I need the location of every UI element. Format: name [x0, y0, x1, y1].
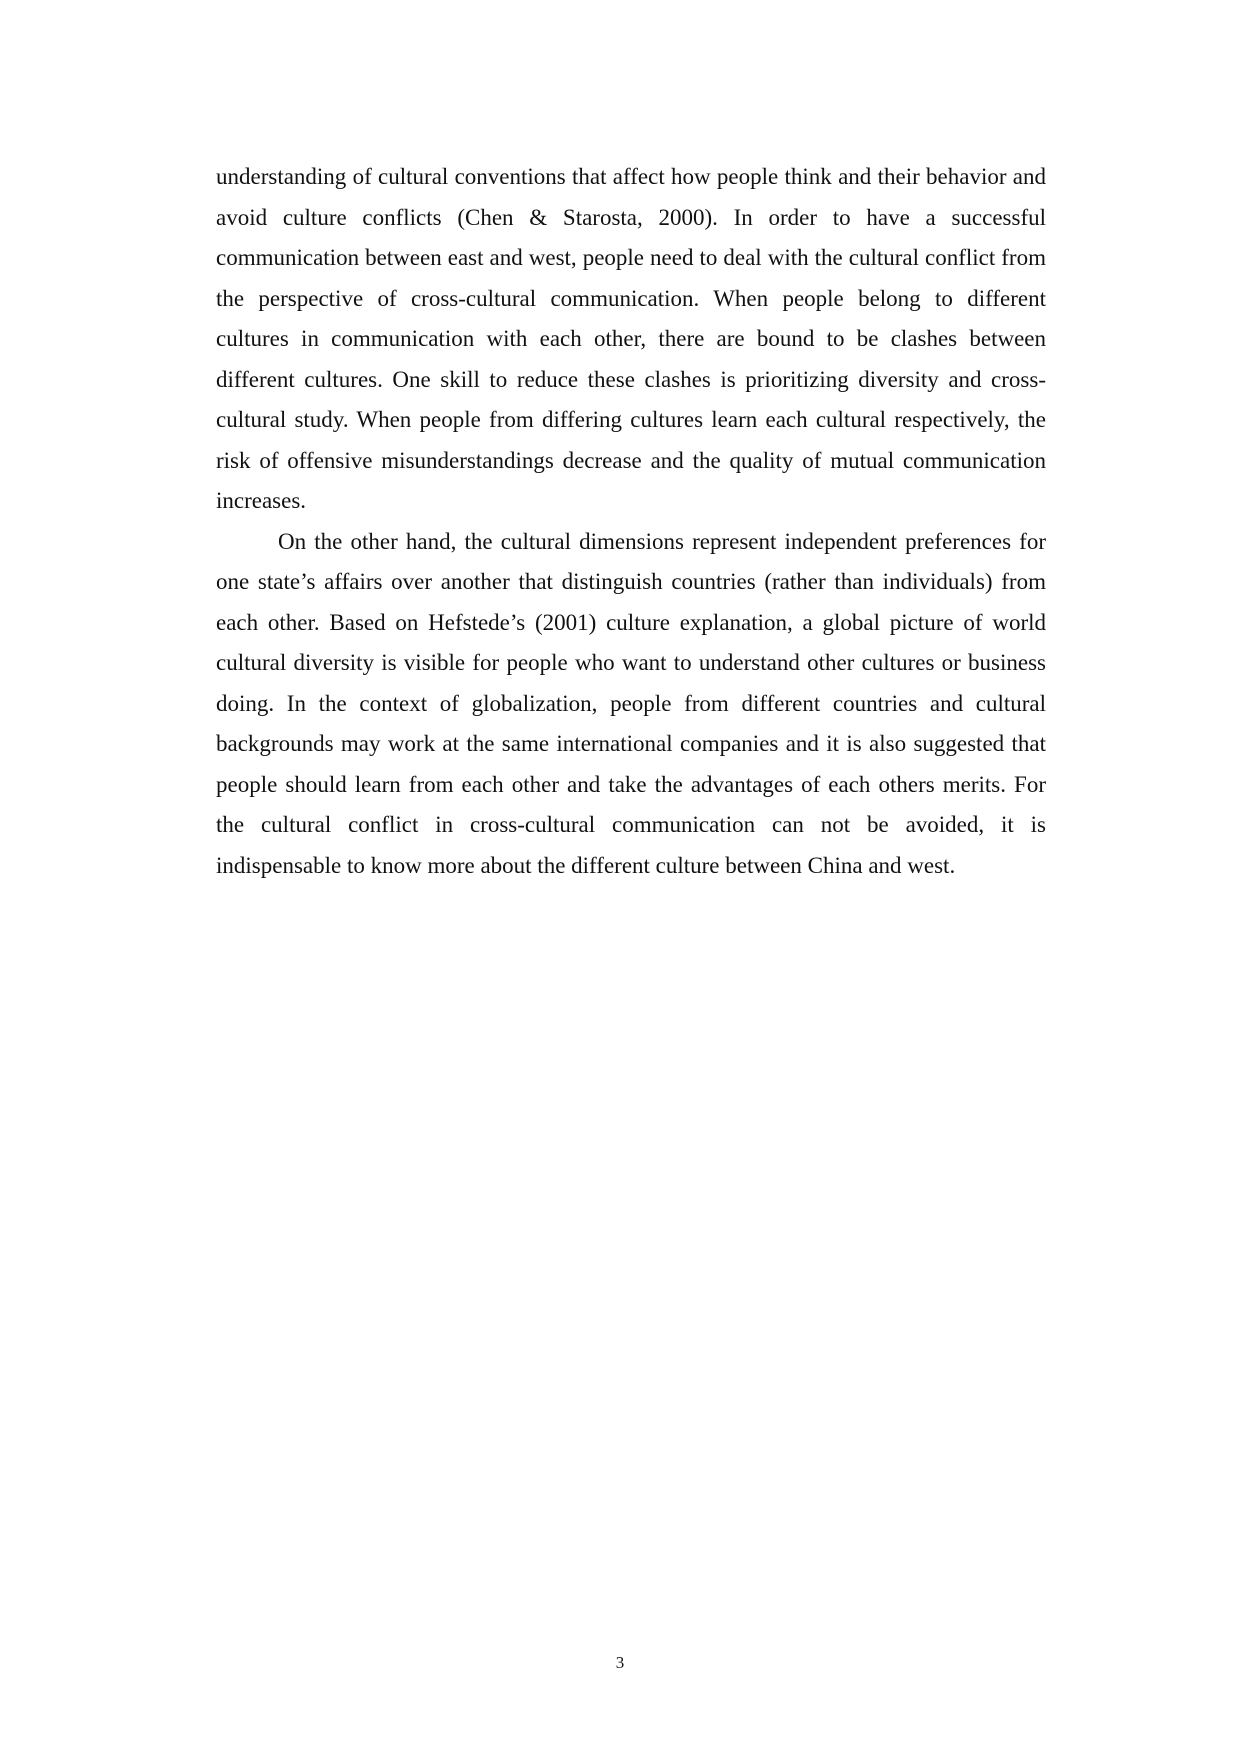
page-number: 3	[615, 1653, 625, 1672]
body-text	[216, 157, 1046, 886]
paragraph-continuation: understanding of cultural conventions that affect how people think and their behavior and avoid culture conflicts (Chen & Starosta, 2000). In order to have a successful communication between east and west, people need to deal with the cultural conflict from the perspective of cross-cultural communication. When people belong to different cultures in communication with each other, there are bound to be clashes between different cultures. One skill to reduce these clashes is prioritizing diversity and cross-cultural study. When people from differing cultures learn each cultural respectively, the risk of offensive misunderstandings decrease and the quality of mutual communication increases.	[216, 164, 1046, 513]
paragraph-cultural-dimensions: On the other hand, the cultural dimensions represent independent preferences for one state’s affairs over another that distinguish countries (rather than individuals) from each other. Based on Hefstede’s (2001) culture explanation, a global picture of world cultural diversity is visible for people who want to understand other cultures or business doing. In the context of globalization, people from different countries and cultural backgrounds may work at the same international companies and it is also suggested that people should learn from each other and take the advantages of each others merits. For the cultural conflict in cross-cultural communication can not be avoided, it is indispensable to know more about the different culture between China and west.	[216, 528, 1046, 878]
